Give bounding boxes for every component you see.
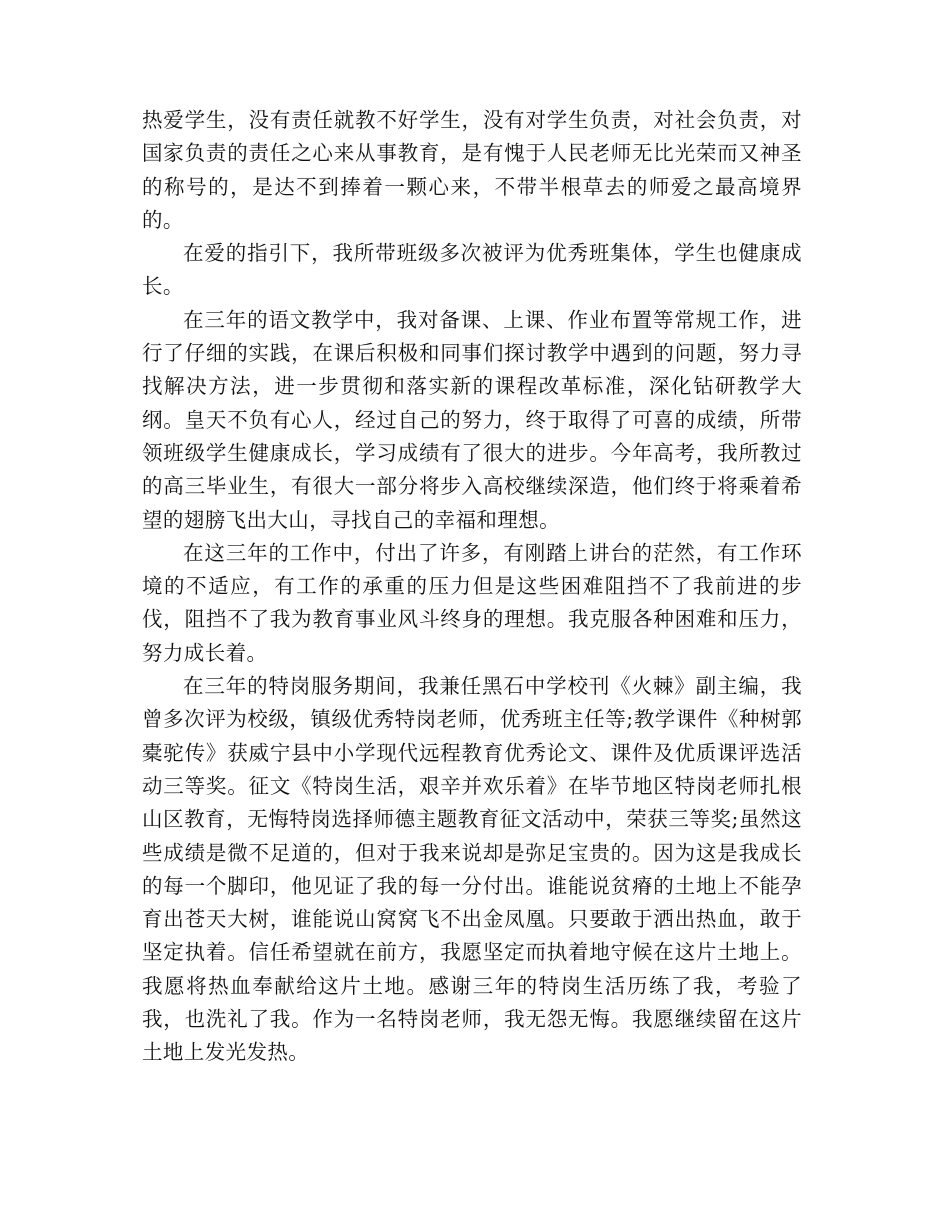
paragraph-1: 热爱学生，没有责任就教不好学生，没有对学生负责，对社会负责，对国家负责的责任之心来从事教育，是有愧于人民老师无比光荣而又神圣的称号的，是达不到捧着一颗心来，不带半根草去的师爱之最高境界的。 [142,108,802,232]
paragraph-5: 在三年的特岗服务期间，我兼任黑石中学校刊《火棘》副主编，我曾多次评为校级，镇级优秀特岗老师，优秀班主任等;教学课件《种树郭橐驼传》获威宁县中小学现代远程教育优秀论文、课件及优质课评选活动三等奖。征文《特岗生活，艰辛并欢乐着》在毕节地区特岗老师扎根山区教育，无悔特岗选择师德主题教育征文活动中，荣获三等奖;虽然这些成绩是微不足道的，但对于我来说却是弥足宝贵的。因为这是我成长的每一个脚印，他见证了我的每一分付出。谁能说贫瘠的土地上不能孕育出苍天大树，谁能说山窝窝飞不出金凤凰。只要敢于洒出热血，敢于坚定执着。信任希望就在前方，我愿坚定而执着地守候在这片土地上。我愿将热血奉献给这片土地。感谢三年的特岗生活历练了我，考验了我，也洗礼了我。作为一名特岗老师，我无怨无悔。我愿继续留在这片土地上发光发热。 [142,674,802,1065]
document-page [142,104,802,1070]
paragraph-3: 在三年的语文教学中，我对备课、上课、作业布置等常规工作，进行了仔细的实践，在课后积极和同事们探讨教学中遇到的问题，努力寻找解决方法，进一步贯彻和落实新的课程改革标准，深化钻研教学大纲。皇天不负有心人，经过自己的努力，终于取得了可喜的成绩，所带领班级学生健康成长，学习成绩有了很大的进步。今年高考，我所教过的高三毕业生，有很大一部分将步入高校继续深造，他们终于将乘着希望的翅膀飞出大山，寻找自己的幸福和理想。 [142,307,802,532]
paragraph-2: 在爱的指引下，我所带班级多次被评为优秀班集体，学生也健康成长。 [142,241,802,299]
paragraph-4: 在这三年的工作中，付出了许多，有刚踏上讲台的茫然，有工作环境的不适应，有工作的承重的压力但是这些困难阻挡不了我前进的步伐，阻挡不了我为教育事业风斗终身的理想。我克服各种困难和压力，努力成长着。 [142,540,802,665]
